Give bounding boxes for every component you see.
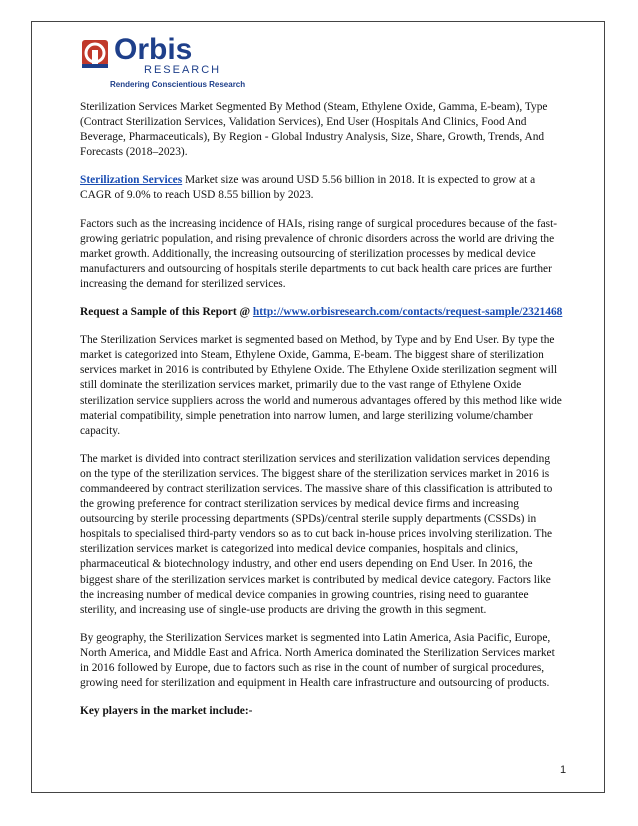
logo-brand-rest: rbis	[137, 33, 193, 66]
geography-paragraph: By geography, the Sterilization Services market is segmented into Latin America, Asia Pacific, Europe, North America, and Middle East and Africa. North America dominated the Sterilization Services market in 2016 followed by Europe, due to factors such as rise in the count of number of surgical procedures, growing need for sterilization and equipment in Health care infrastructure and outsourcing of products.	[80, 631, 555, 690]
intro-paragraph	[80, 173, 564, 203]
logo-brand-o: O	[114, 33, 138, 66]
page-number: 1	[560, 764, 567, 776]
logo-subtitle: RESEARCH	[144, 64, 222, 76]
document-body	[80, 100, 564, 732]
report-title: Sterilization Services Market Segmented By Method (Steam, Ethylene Oxide, Gamma, E-beam), Type (Contract Sterilization Services, Validation Services), End User (Hospitals And Clinics, Food And Beverage, Pharmaceuticals), By Region - Global Industry Analysis, Size, Share, Growth, Trends, And Forecasts (2018–2023).	[80, 101, 548, 159]
key-players-heading: Key players in the market include:-	[80, 705, 253, 718]
intro-text: Market size was around USD 5.56 billion in 2018. It is expected to grow at a CAGR of 9.0% to reach USD 8.55 billion by 2023.	[80, 174, 536, 202]
sterilization-services-link[interactable]: Sterilization Services	[80, 174, 183, 187]
request-sample-link[interactable]: http://www.orbisresearch.com/contacts/request-sample/2321468	[252, 306, 563, 319]
segmented-paragraph: The Sterilization Services market is segmented based on Method, by Type and by End User. By type the market is categorized into Steam, Ethylene Oxide, Gamma, E-beam. The biggest share of sterilization services market in 2016 is contributed by Ethylene Oxide. The Ethylene Oxide sterilization segment will still dominate the sterilization services market, primarily due to the vast range of Ethylene Oxide sterilization service suppliers across the world and numerous advantages offered by this method like wide material compatibility, simple penetration into narrow lumen, and large sterilizing volume/chamber capacity.	[80, 334, 562, 437]
factors-paragraph: Factors such as the increasing incidence of HAIs, rising range of surgical procedures because of the fast-growing geriatric population, and rising prevalence of chronic disorders across the world are driving the market growth. Additionally, the increasing outsourcing of sterilization processes by medical device manufacturers and outsourcing of hospitals sterile departments to cut back health care prices are further increasing the demand for sterilized services.	[80, 217, 558, 290]
request-sample-line	[80, 305, 564, 320]
divided-paragraph: The market is divided into contract sterilization services and sterilization validation services depending on the type of the sterilization services. The biggest share of the sterilization services market in 2016 is commandeered by contract sterilization services. The massive share of this classification is attributed to the growing preference for contract sterilization services by medical device firms and increasing outsourcing by sterile processing departments (SPDs)/central sterile supply departments (CSSDs) in hospitals to specialised third-party vendors so as to cut back in-house prices involving sterilization. The sterilization services market is categorized into medical device companies, hospitals and clinics, pharmaceutical & biotechnology industry, and other end users depending on End User. In 2016, the biggest share of the sterilization services market is contributed by medical device category. Factors like the increasing number of medical device companies in growing countries, rising need to guarantee sterility, and increasing use of single-use products are driving the growth in this segment.	[80, 452, 553, 616]
request-sample-label: Request a Sample of this Report @	[80, 306, 253, 319]
logo-tagline: Rendering Conscientious Research	[110, 80, 246, 89]
